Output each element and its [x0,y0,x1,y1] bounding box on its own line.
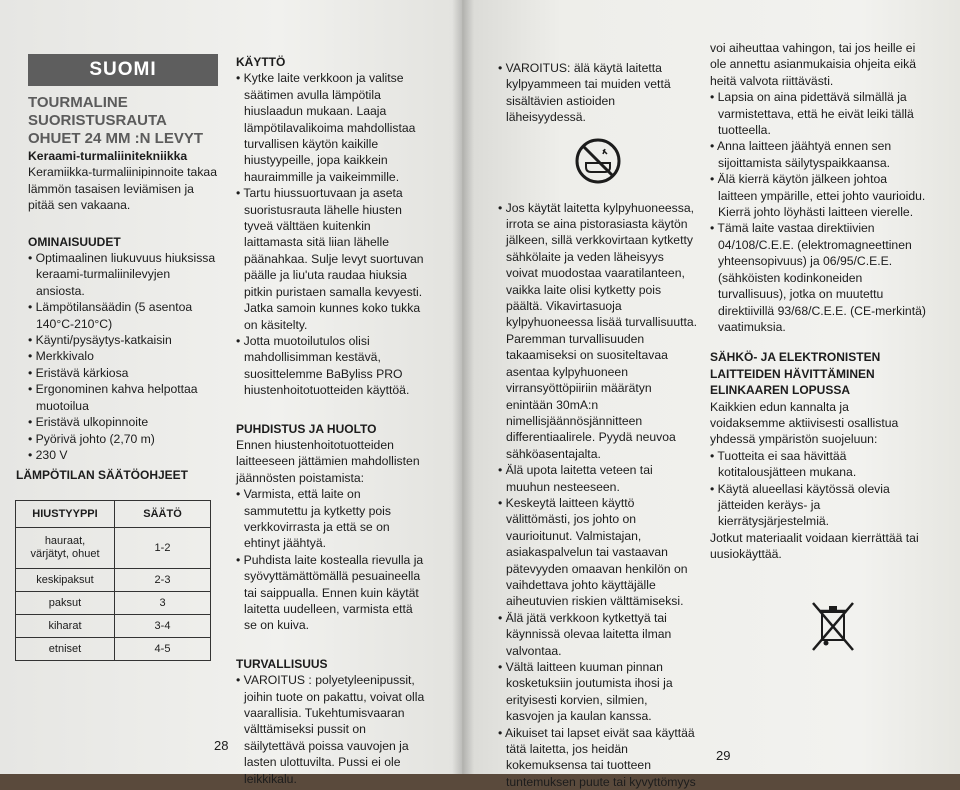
no-bathtub-icon [573,136,623,186]
feature-item: • Pyörivä johto (2,70 m) [28,431,155,446]
warning-item: • Vältä laitteen kuuman pinnan kosketuksiin joutumista ihosi ja erityisesti korvien, silmien, kasvojen ja kaulan kanssa. [498,660,673,724]
table-cell: etniset [16,638,115,661]
feature-item: • Ergonominen kahva helpottaa muotoilua [28,382,198,413]
use-item: • Jotta muotoilutulos olisi mahdollisimman kestävä, suosittelemme BaByliss PRO hiustenhoitotuotteiden käyttöä. [236,333,410,398]
table-cell: 1-2 [115,528,211,569]
feature-item: • Käynti/pysäytys-katkaisin [28,333,172,348]
safety-heading: TURVALLISUUS [236,656,328,671]
feature-item: • Eristävä ulkopinnoite [28,415,149,430]
table-cell: hauraat, värjätyt, ohuet [16,528,115,569]
table-cell: 3-4 [115,615,211,638]
use-item: • Kytke laite verkkoon ja valitse säätimen avulla lämpötila hiuslaadun mukaan. Laaja lämpötilavalikoima mahdollistaa turvallisen käytön kaikille hiustyypeille, jopa kaikkein hauraimmille ja vaikeimmille. [236,71,416,184]
right-col-1 [498,60,698,790]
left-page [0,0,466,786]
weee-outro: Jotkut materiaalit voidaan kierrättää tai uusiokäyttää. [710,530,919,562]
warning-item: • Jos käytät laitetta kylpyhuoneessa, irrota se aina pistorasiasta käytön jälkeen, sillä verkkovirtaan kytketty sähkölaite ja veden läheisyys voivat muodostaa vaaratilanteen, vaikka laite olisi kytketty pois päältä. Vikavirtasuoja kylpyhuoneessa lisää turvallisuutta. Paremman turvallisuuden takaamiseksi on suositeltavaa asentaa kylpyhuoneen virransyöttöpiiriin määrätyn enintään 30mA:n nimellisjäännösjännitteen differentiaalirele. Pyydä neuvoa sähköasentajalta. [498,200,698,461]
cleaning-item: • Varmista, että laite on sammutettu ja kytketty pois verkkovirrasta ja että se on ehtinyt jäähtyä. [236,487,391,551]
table-cell: 4-5 [115,638,211,661]
cleaning-heading: PUHDISTUS JA HUOLTO [236,421,377,436]
table-cell: paksut [16,592,115,615]
table-header: SÄÄTÖ [115,501,211,528]
warning-item: • Älä kierrä käytön jälkeen johtoa laitteen ympärille, ettei johto vaurioidu. Kierrä johto löyhästi laitteen vierelle. [710,172,926,220]
page-number-left: 28 [214,738,229,753]
table-cell: 3 [115,592,211,615]
use-heading: KÄYTTÖ [236,55,286,69]
table-row [16,615,211,638]
table-cell: kiharat [16,615,115,638]
left-col-2 [236,54,426,787]
table-cell: keskipaksut [16,569,115,592]
table-header: HIUSTYYPPI [16,501,115,528]
product-intro: Keramiikka-turmaliinipinnoite takaa lämmön tasaisen leviämisen ja pitää sen vakaana. [28,165,217,213]
warning-item: • Keskeytä laitteen käyttö välittömästi, jos johto on vaurioitunut. Valmistajan, asiakaspalvelun tai vastaavan pätevyyden omaavan henkilön on vaihdettava johto käyttäjälle aiheutuvien riskien välttämiseksi. [498,495,688,609]
feature-item: • Eristävä kärkiosa [28,365,129,380]
cleaning-item: • Puhdista laite kostealla rievulla ja syövyttämättömällä pesuaineella tai saippualla. Ennen kuin käytät laitetta uudelleen, varmista että se on kuiva. [236,552,424,633]
cleaning-intro: Ennen hiustenhoitotuotteiden laitteeseen jättämien mahdollisten jäännösten poistamista: [236,437,420,485]
table-row [16,528,211,569]
temperature-table [15,500,211,661]
feature-item: • 230 V [28,447,68,462]
features-heading: OMINAISUUDET [28,234,121,249]
table-row [16,638,211,661]
table-row [16,592,211,615]
warning-continuation: voi aiheuttaa vahingon, tai jos heille ei ole annettu asianmukaisia ohjeita eikä heitä valvota riittävästi. [710,41,916,88]
product-subtitle: Keraami-turmaliinitekniikka [28,149,188,163]
warning-item: • Älä upota laitetta veteen tai muuhun nesteeseen. [498,463,653,494]
language-banner: SUOMI [28,54,218,86]
weee-item: • Tuotteita ei saa hävittää kotitalousjätteen mukana. [710,448,857,480]
warning-item: • VAROITUS: älä käytä laitetta kylpyammeen tai muiden vettä sisältävien astioiden läheisyydessä. [498,61,671,125]
use-item: • Tartu hiussuortuvaan ja aseta suoristusrauta lähelle hiusten tyveä välttäen kuitenkin laittamasta sitä liian lähelle päänahkaa. Sulje levyt suortuvan päälle ja liu'uta raudaa hiuksia pitkin puristaen samalla kevyesti. Jatka samoin kunnes koko tukka on käsitelty. [236,186,424,332]
table-cell: 2-3 [115,569,211,592]
table-heading: LÄMPÖTILAN SÄÄTÖOHJEET [16,468,189,482]
weee-intro: Kaikkien edun kannalta ja voidaksemme aktiivisesti osallistua yhdessä ympäristön suojeluun: [710,399,899,447]
product-title: TOURMALINE SUORISTUSRAUTA OHUET 24 MM :N LEVYT [28,94,204,147]
safety-item: • VAROITUS : polyetyleenipussit, joihin tuote on pakattu, voivat olla vaarallisia. Tukehtumisvaaran välttämiseksi pussit on säilytettävä poissa vauvojen ja lasten ulottuvilta. Pussi ei ole leikkikalu. [236,673,425,786]
feature-item: • Merkkivalo [28,349,94,364]
warning-item: • Aikuiset tai lapset eivät saa käyttää tätä laitetta, jos heidän kokemuksensa tai tuotteen tuntemuksen puute tai kyvyttömyys [498,725,696,789]
warning-item: • Lapsia on aina pidettävä silmällä ja varmistettava, että he eivät leiki tällä tuotteella. [710,90,914,138]
book-gutter [452,0,474,774]
table-header-row [16,501,211,528]
weee-item: • Käytä alueellasi käytössä olevia jätteiden keräys- ja kierrätysjärjestelmiä. [710,481,890,529]
left-col-1 [28,94,218,463]
table-row [16,569,211,592]
warning-item: • Älä jätä verkkoon kytkettyä tai käynnissä olevaa laitetta ilman valvontaa. [498,610,672,658]
feature-item: • Optimaalinen liukuvuus hiuksissa keraami-turmaliinilevyjen ansiosta. [28,251,216,298]
right-col-2 [710,40,926,563]
page-number-right: 29 [716,748,731,763]
feature-item: • Lämpötilansäädin (5 asentoa 140°C-210°C) [28,300,193,331]
crossed-bin-icon [808,598,858,654]
warning-item: • Anna laitteen jäähtyä ennen sen sijoittamista säilytyspaikkaansa. [710,139,892,170]
warning-item: • Tämä laite vastaa direktiivien 04/108/C.E.E. (elektromagneettinen yhteensopivuus) ja 06/95/C.E.E. (sähköisten kodinkoneiden turvallisuus), jotka on muutettu direktiivillä 93/68/C.E.E. (CE-merkintä) vaatimuksia. [710,221,926,334]
weee-heading: SÄHKÖ- JA ELEKTRONISTEN LAITTEIDEN HÄVITTÄMINEN ELINKAAREN LOPUSSA [710,350,881,398]
right-page [462,0,960,789]
